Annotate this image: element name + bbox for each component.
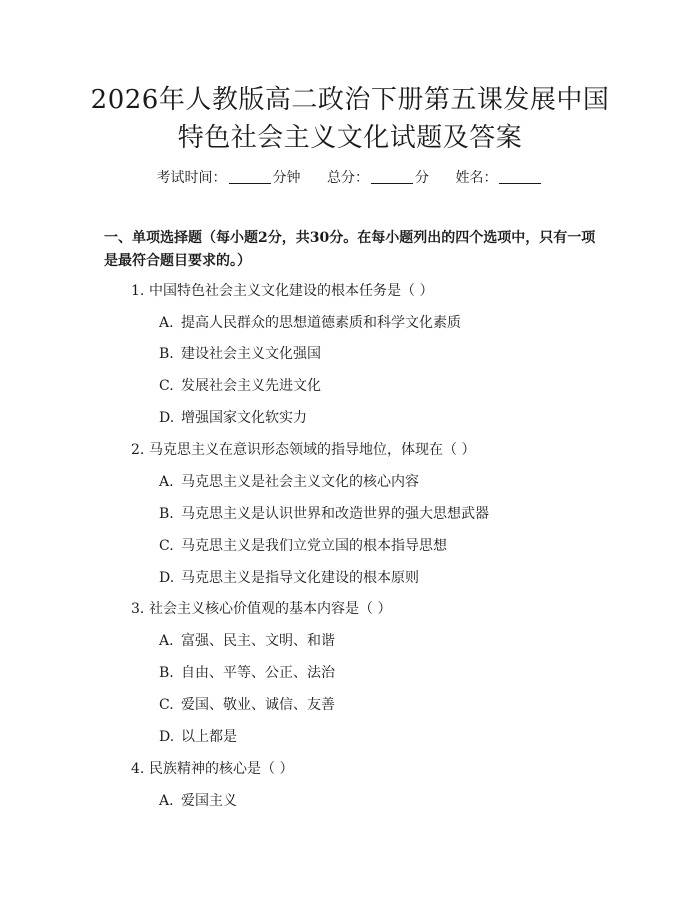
option-letter: C. (159, 538, 174, 554)
question-text: 中国特色社会主义文化建设的根本任务是（ ） (149, 283, 434, 299)
option-letter: A. (159, 633, 174, 649)
option-text: 马克思主义是指导文化建设的根本原则 (181, 570, 419, 586)
question-number: 4. (131, 761, 145, 777)
option-text: 建设社会主义文化强国 (181, 346, 321, 362)
answer-option (159, 727, 237, 747)
option-text: 提高人民群众的思想道德素质和科学文化素质 (181, 315, 461, 331)
student-name-blank (499, 169, 541, 184)
student-name-field (455, 168, 543, 188)
question-number: 1. (131, 283, 145, 299)
answer-option (159, 504, 489, 524)
question-text: 马克思主义在意识形态领域的指导地位，体现在（ ） (149, 442, 476, 458)
exam-time-label: 考试时间： (156, 170, 227, 186)
answer-option (159, 313, 461, 333)
option-text: 爱国、敬业、诚信、友善 (181, 697, 335, 713)
option-text: 爱国主义 (181, 793, 237, 809)
total-score-unit: 分 (415, 170, 429, 186)
option-text: 马克思主义是社会主义文化的核心内容 (181, 474, 419, 490)
answer-option (159, 631, 335, 651)
question-number: 3. (131, 601, 145, 617)
answer-option (159, 568, 419, 588)
answer-option (159, 663, 335, 683)
option-letter: D. (159, 410, 175, 426)
option-letter: C. (159, 697, 174, 713)
student-name-label: 姓名： (455, 170, 498, 186)
answer-option (159, 536, 447, 556)
exam-time-unit: 分钟 (272, 170, 301, 186)
option-letter: C. (159, 378, 174, 394)
exam-time-field (157, 168, 301, 188)
question-text: 民族精神的核心是（ ） (149, 761, 294, 777)
total-score-label: 总分： (327, 170, 369, 186)
option-text: 增强国家文化软实力 (181, 410, 307, 426)
total-score-field (327, 168, 429, 188)
option-text: 富强、民主、文明、和谐 (181, 633, 335, 649)
option-letter: D. (159, 570, 175, 586)
option-letter: A. (159, 315, 174, 331)
question-stem (131, 599, 391, 619)
option-letter: A. (159, 474, 174, 490)
option-text: 发展社会主义先进文化 (181, 378, 321, 394)
answer-option (159, 344, 321, 364)
total-score-blank (371, 169, 413, 184)
option-letter: B. (159, 346, 174, 362)
option-text: 马克思主义是认识世界和改造世界的强大思想武器 (181, 506, 489, 522)
question-text: 社会主义核心价值观的基本内容是（ ） (149, 601, 392, 617)
page-title-line-1: 2026年人教版高二政治下册第五课发展中国 (90, 85, 610, 115)
question-stem (131, 281, 433, 301)
option-letter: B. (159, 506, 174, 522)
answer-option (159, 376, 321, 396)
exam-time-blank (229, 169, 271, 184)
question-stem (131, 759, 293, 779)
option-letter: A. (159, 793, 174, 809)
answer-option (159, 791, 237, 811)
question-stem (131, 440, 475, 460)
answer-option (159, 472, 419, 492)
exam-info-row (0, 168, 700, 188)
question-number: 2. (131, 442, 145, 458)
option-text: 以上都是 (181, 729, 237, 745)
option-text: 马克思主义是我们立党立国的根本指导思想 (181, 538, 447, 554)
option-letter: B. (159, 665, 174, 681)
page-title-line-2: 特色社会主义文化试题及答案 (177, 123, 523, 153)
answer-option (159, 695, 335, 715)
option-text: 自由、平等、公正、法治 (181, 665, 335, 681)
section-heading: 一、单项选择题（每小题2分，共30分。在每小题列出的四个选项中，只有一项是最符合题目要求的。） (104, 230, 596, 269)
option-letter: D. (159, 729, 175, 745)
answer-option (159, 408, 307, 428)
